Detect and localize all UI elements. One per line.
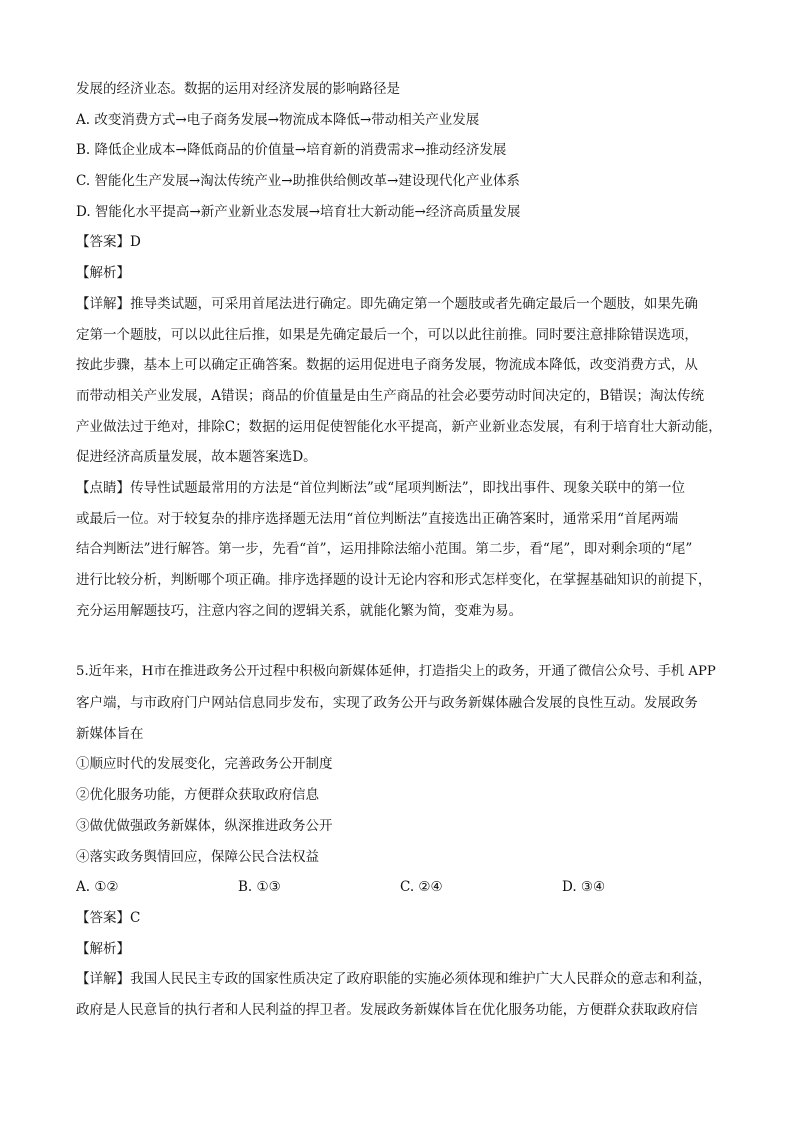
q4-tips-line: 结合判断法”进行解答。第一步，先看“首”，运用排除法缩小范围。第二步，看“尾”，即对剩余项的“尾” bbox=[76, 541, 693, 558]
q4-analysis-label: 【解析】 bbox=[76, 265, 130, 282]
document-page bbox=[76, 74, 726, 1026]
q5-statement-4: ④落实政务舆情回应，保障公民合法权益 bbox=[76, 848, 319, 865]
q5-statement-1: ①顺应时代的发展变化，完善政务公开制度 bbox=[76, 756, 333, 773]
q4-tips-line: 或最后一位。对于较复杂的排序选择题无法用“首位判断法”直接选出正确答案时，通常采用“首尾两端 bbox=[76, 510, 679, 527]
q4-tips-line: 进行比较分析，判断哪个项正确。排序选择题的设计无论内容和形式怎样变化，在掌握基础知识的前提下， bbox=[76, 572, 712, 588]
q5-detail-line: 【详解】我国人民民主专政的国家性质决定了政府职能的实施必须体现和维护广大人民群众的意志和利益， bbox=[76, 971, 712, 988]
q5-stem-line: 客户端，与市政府门户网站信息同步发布，实现了政务公开与政务新媒体融合发展的良性互动。发展政务 bbox=[76, 695, 698, 712]
q5-choice-b: B. ①③ bbox=[238, 879, 281, 896]
q4-tips-line: 【点睛】传导性试题最常用的方法是“首位判断法”或“尾项判断法”，即找出事件、现象关联中的第一位 bbox=[76, 479, 686, 496]
q5-analysis-label: 【解析】 bbox=[76, 940, 130, 957]
q5-detail-line: 政府是人民意旨的执行者和人民利益的捍卫者。发展政务新媒体旨在优化服务功能，方便群众获取政府信 bbox=[76, 1001, 698, 1018]
q4-detail-line: 【详解】推导类试题，可采用首尾法进行确定。即先确定第一个题肢或者先确定最后一个题肢，如果先确 bbox=[76, 295, 698, 312]
q5-stem-line: 新媒体旨在 bbox=[76, 725, 144, 742]
q4-option-c: C. 智能化生产发展→淘汰传统产业→助推供给侧改革→建设现代化产业体系 bbox=[76, 173, 520, 190]
q5-statement-3: ③做优做强政务新媒体，纵深推进政务公开 bbox=[76, 817, 333, 834]
q5-answer: 【答案】C bbox=[76, 909, 141, 926]
q4-detail-line: 而带动相关产业发展，A错误；商品的价值量是由生产商品的社会必要劳动时间决定的，B错误；淘汰传统 bbox=[76, 387, 705, 404]
q5-statement-2: ②优化服务功能，方便群众获取政府信息 bbox=[76, 787, 319, 804]
q4-detail-line: 按此步骤，基本上可以确定正确答案。数据的运用促进电子商务发展，物流成本降低，改变消费方式，从 bbox=[76, 357, 698, 374]
q5-choice-d: D. ③④ bbox=[562, 879, 606, 896]
q4-tips-line: 充分运用解题技巧，注意内容之间的逻辑关系，就能化繁为简，变难为易。 bbox=[76, 602, 523, 619]
q4-option-b: B. 降低企业成本→降低商品的价值量→培育新的消费需求→推动经济发展 bbox=[76, 142, 507, 159]
q5-choice-a: A. ①② bbox=[76, 879, 119, 896]
section-spacer bbox=[76, 626, 726, 657]
q5-choice-c: C. ②④ bbox=[400, 879, 443, 896]
q4-detail-line: 促进经济高质量发展，故本题答案选D。 bbox=[76, 449, 317, 466]
q4-answer: 【答案】D bbox=[76, 234, 141, 251]
q4-stem-tail: 发展的经济业态。数据的运用对经济发展的影响路径是 bbox=[76, 81, 400, 97]
q4-option-a: A. 改变消费方式→电子商务发展→物流成本降低→带动相关产业发展 bbox=[76, 111, 480, 128]
q4-detail-line: 定第一个题肢，可以以此往后推，如果是先确定最后一个，可以以此往前推。同时要注意排除错误选项， bbox=[76, 326, 698, 343]
q4-option-d: D. 智能化水平提高→新产业新业态发展→培育壮大新动能→经济高质量发展 bbox=[76, 203, 521, 220]
q5-choices bbox=[76, 872, 726, 903]
q5-stem-line: 5.近年来，H市在推进政务公开过程中积极向新媒体延伸，打造指尖上的政务，开通了微信公众号、手机 APP bbox=[76, 664, 716, 680]
q4-detail-line: 产业做法过于绝对，排除C；数据的运用促使智能化水平提高，新产业新业态发展，有利于培育壮大新动能， bbox=[76, 418, 722, 435]
